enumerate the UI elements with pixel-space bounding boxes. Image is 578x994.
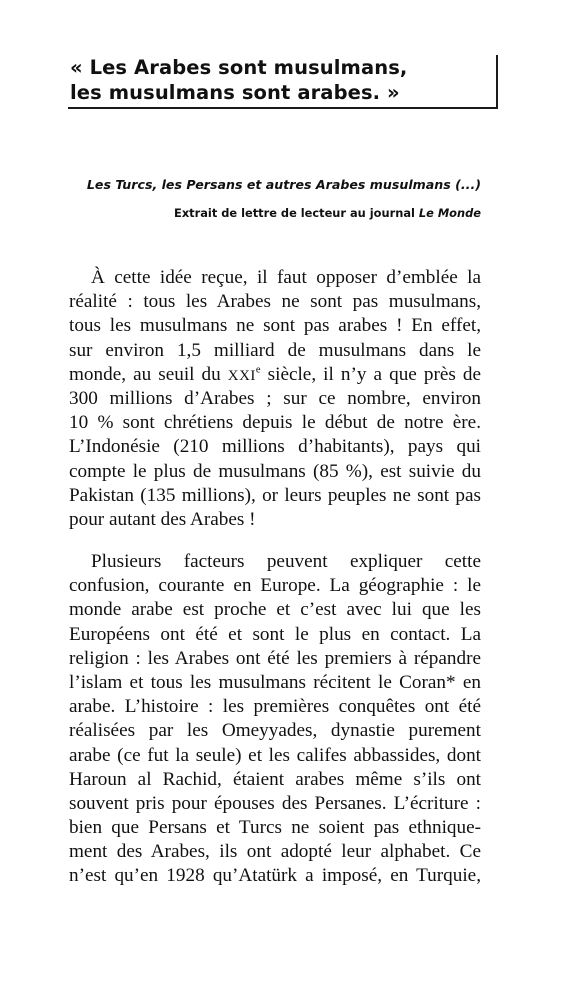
line-segment: monde, au seuil du: [69, 363, 228, 385]
paragraph-1: [69, 266, 481, 532]
chapter-title-line-1: « Les Arabes sont musulmans,: [70, 56, 408, 79]
century-superscript: e: [255, 364, 261, 376]
century-numeral: XXI: [227, 367, 256, 384]
paragraph-1-line: réalité : tous les Arabes ne sont pas musulmans,: [69, 291, 481, 313]
paragraph-1-line: Pakistan (135 millions), or leurs peuples ne sont pas: [69, 484, 481, 506]
epigraph-source-prefix: Extrait de lettre de lecteur au journal: [174, 206, 419, 220]
paragraph-1-line: compte le plus de musulmans (85 %), est suivie du: [69, 460, 481, 482]
paragraph-1-line: 300 millions d’Arabes ; sur ce nombre, environ: [69, 387, 481, 409]
paragraph-2-line: Haroun al Rachid, étaient arabes même s’ils ont: [69, 768, 481, 790]
paragraph-2-line: bien que Persans et Turcs ne soient pas ethnique-: [69, 817, 481, 839]
paragraph-2-line: l’islam et tous les musulmans récitent le Coran* en: [69, 671, 481, 693]
paragraph-2-line: confusion, courante en Europe. La géographie : le: [69, 575, 481, 597]
paragraph-1-line: À cette idée reçue, il faut opposer d’emblée la: [91, 267, 481, 288]
paragraph-2-line: souvent pris pour épouses des Persanes. L’écriture :: [69, 792, 481, 814]
chapter-title: [70, 55, 407, 105]
line-segment: siècle, il n’y a que près de: [260, 363, 482, 385]
paragraph-1-line-century: [69, 363, 481, 387]
paragraph-2-line: arabe (ce fut la seule) et les califes abbassides, dont: [69, 744, 481, 766]
paragraph-2: [69, 550, 481, 889]
paragraph-1-line: 10 % sont chrétiens depuis le début de notre ère.: [69, 412, 481, 434]
paragraph-2-line: arabe. L’histoire : les premières conquêtes ont été: [69, 696, 481, 718]
epigraph-source: [174, 206, 481, 220]
epigraph-source-journal: Le Monde: [418, 206, 481, 220]
paragraph-2-line: réalisées par les Omeyyades, dynastie purement: [69, 720, 481, 742]
paragraph-2-line: monde arabe est proche et c’est avec lui que les: [69, 599, 481, 621]
chapter-title-line-2: les musulmans sont arabes. »: [70, 81, 400, 104]
epigraph-quote: Les Turcs, les Persans et autres Arabes musulmans (...): [86, 177, 481, 192]
paragraph-1-line: sur environ 1,5 milliard de musulmans dans le: [69, 339, 481, 361]
paragraph-2-line: Européens ont été et sont le plus en contact. La: [69, 623, 481, 645]
chapter-title-box: [68, 55, 498, 109]
paragraph-2-line: n’est qu’en 1928 qu’Atatürk a imposé, en Turquie,: [69, 865, 481, 887]
paragraph-1-line: tous les musulmans ne sont pas arabes ! En effet,: [69, 315, 481, 337]
paragraph-2-line: ment des Arabes, ils ont adopté leur alphabet. Ce: [69, 841, 481, 863]
paragraph-1-line: pour autant des Arabes !: [69, 508, 256, 530]
paragraph-1-line: L’Indonésie (210 millions d’habitants), pays qui: [69, 436, 481, 458]
paragraph-2-line: religion : les Arabes ont été les premiers à répandre: [69, 647, 481, 669]
paragraph-2-line: Plusieurs facteurs peuvent expliquer cette: [91, 551, 481, 572]
